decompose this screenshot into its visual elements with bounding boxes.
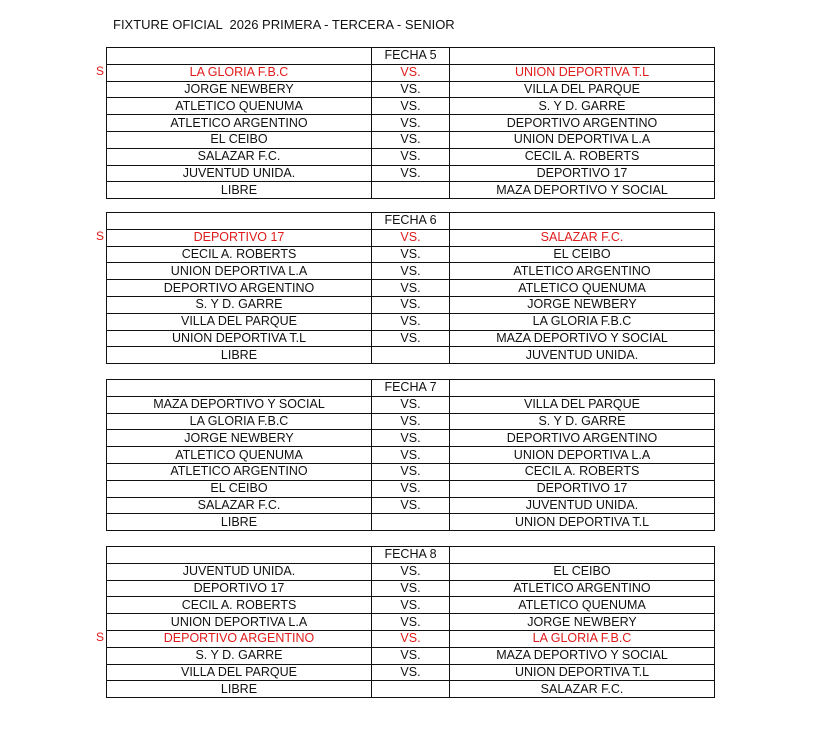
match-row	[107, 497, 715, 514]
away-team: S. Y D. GARRE	[450, 98, 715, 115]
versus-label: VS.	[372, 463, 450, 480]
versus-label: VS.	[372, 64, 450, 81]
versus-label: VS.	[372, 81, 450, 98]
match-row	[107, 131, 715, 148]
home-team: MAZA DEPORTIVO Y SOCIAL	[107, 396, 372, 413]
match-row	[107, 447, 715, 464]
fecha-label: FECHA 7	[372, 380, 450, 397]
match-row	[107, 330, 715, 347]
header-empty-cell	[107, 380, 372, 397]
away-team: MAZA DEPORTIVO Y SOCIAL	[450, 647, 715, 664]
match-row	[107, 98, 715, 115]
fecha-header-row	[107, 380, 715, 397]
away-team: DEPORTIVO 17	[450, 165, 715, 182]
match-row	[107, 263, 715, 280]
versus-label: VS.	[372, 263, 450, 280]
match-marker: S	[96, 229, 105, 243]
away-team: JUVENTUD UNIDA.	[450, 497, 715, 514]
versus-label: VS.	[372, 313, 450, 330]
match-row	[107, 347, 715, 364]
fecha-label: FECHA 5	[372, 48, 450, 65]
versus-label	[372, 514, 450, 531]
away-team: DEPORTIVO ARGENTINO	[450, 430, 715, 447]
away-team: MAZA DEPORTIVO Y SOCIAL	[450, 182, 715, 199]
versus-label: VS.	[372, 664, 450, 681]
fecha-table	[106, 379, 715, 531]
away-team: UNION DEPORTIVA T.L	[450, 64, 715, 81]
away-team: DEPORTIVO 17	[450, 480, 715, 497]
match-marker: S	[96, 64, 105, 78]
fecha-table	[106, 546, 715, 698]
match-row	[107, 430, 715, 447]
home-team: CECIL A. ROBERTS	[107, 246, 372, 263]
match-row	[107, 165, 715, 182]
versus-label: VS.	[372, 413, 450, 430]
away-team: JORGE NEWBERY	[450, 614, 715, 631]
away-team: DEPORTIVO ARGENTINO	[450, 115, 715, 132]
home-team: UNION DEPORTIVA L.A	[107, 614, 372, 631]
header-empty-cell	[450, 48, 715, 65]
home-team: JUVENTUD UNIDA.	[107, 165, 372, 182]
away-team: ATLETICO ARGENTINO	[450, 580, 715, 597]
match-marker: S	[96, 630, 105, 645]
fecha-header-row	[107, 48, 715, 65]
away-team: UNION DEPORTIVA L.A	[450, 131, 715, 148]
home-team: LIBRE	[107, 347, 372, 364]
versus-label: VS.	[372, 330, 450, 347]
home-team: VILLA DEL PARQUE	[107, 313, 372, 330]
header-empty-cell	[450, 380, 715, 397]
away-team: S. Y D. GARRE	[450, 413, 715, 430]
match-row	[107, 64, 715, 81]
match-row	[107, 580, 715, 597]
away-team: EL CEIBO	[450, 563, 715, 580]
header-empty-cell	[107, 547, 372, 564]
match-row	[107, 115, 715, 132]
away-team: VILLA DEL PARQUE	[450, 81, 715, 98]
fecha-table	[106, 212, 715, 364]
away-team: UNION DEPORTIVA T.L	[450, 514, 715, 531]
home-team: LIBRE	[107, 514, 372, 531]
match-row	[107, 630, 715, 647]
versus-label: VS.	[372, 430, 450, 447]
versus-label: VS.	[372, 296, 450, 313]
away-team: EL CEIBO	[450, 246, 715, 263]
match-row	[107, 81, 715, 98]
away-team: SALAZAR F.C.	[450, 681, 715, 698]
versus-label: VS.	[372, 148, 450, 165]
away-team: CECIL A. ROBERTS	[450, 148, 715, 165]
versus-label: VS.	[372, 597, 450, 614]
home-team: UNION DEPORTIVA T.L	[107, 330, 372, 347]
header-empty-cell	[450, 213, 715, 230]
versus-label: VS.	[372, 580, 450, 597]
versus-label: VS.	[372, 614, 450, 631]
away-team: VILLA DEL PARQUE	[450, 396, 715, 413]
versus-label: VS.	[372, 630, 450, 647]
versus-label	[372, 182, 450, 199]
versus-label: VS.	[372, 98, 450, 115]
away-team: LA GLORIA F.B.C	[450, 313, 715, 330]
versus-label: VS.	[372, 280, 450, 297]
match-row	[107, 413, 715, 430]
versus-label: VS.	[372, 246, 450, 263]
home-team: DEPORTIVO ARGENTINO	[107, 280, 372, 297]
home-team: SALAZAR F.C.	[107, 148, 372, 165]
versus-label: VS.	[372, 165, 450, 182]
match-row	[107, 681, 715, 698]
header-empty-cell	[107, 48, 372, 65]
fecha-header-row	[107, 547, 715, 564]
match-row	[107, 647, 715, 664]
home-team: JORGE NEWBERY	[107, 81, 372, 98]
home-team: LA GLORIA F.B.C	[107, 64, 372, 81]
home-team: CECIL A. ROBERTS	[107, 597, 372, 614]
fecha-table	[106, 47, 715, 199]
match-row	[107, 229, 715, 246]
away-team: CECIL A. ROBERTS	[450, 463, 715, 480]
versus-label: VS.	[372, 480, 450, 497]
versus-label: VS.	[372, 396, 450, 413]
fecha-header-row	[107, 213, 715, 230]
versus-label	[372, 681, 450, 698]
fecha-label: FECHA 6	[372, 213, 450, 230]
match-row	[107, 246, 715, 263]
home-team: UNION DEPORTIVA L.A	[107, 263, 372, 280]
versus-label: VS.	[372, 447, 450, 464]
home-team: VILLA DEL PARQUE	[107, 664, 372, 681]
home-team: EL CEIBO	[107, 480, 372, 497]
home-team: DEPORTIVO 17	[107, 580, 372, 597]
versus-label: VS.	[372, 497, 450, 514]
away-team: SALAZAR F.C.	[450, 229, 715, 246]
page-title: FIXTURE OFICIAL 2026 PRIMERA - TERCERA - SENIOR	[113, 17, 455, 32]
home-team: EL CEIBO	[107, 131, 372, 148]
match-row	[107, 296, 715, 313]
match-row	[107, 313, 715, 330]
away-team: ATLETICO QUENUMA	[450, 597, 715, 614]
home-team: ATLETICO QUENUMA	[107, 447, 372, 464]
home-team: LA GLORIA F.B.C	[107, 413, 372, 430]
home-team: JORGE NEWBERY	[107, 430, 372, 447]
versus-label: VS.	[372, 563, 450, 580]
away-team: MAZA DEPORTIVO Y SOCIAL	[450, 330, 715, 347]
match-row	[107, 664, 715, 681]
versus-label: VS.	[372, 229, 450, 246]
header-empty-cell	[450, 547, 715, 564]
home-team: ATLETICO QUENUMA	[107, 98, 372, 115]
match-row	[107, 514, 715, 531]
home-team: JUVENTUD UNIDA.	[107, 563, 372, 580]
versus-label: VS.	[372, 647, 450, 664]
match-row	[107, 280, 715, 297]
away-team: ATLETICO QUENUMA	[450, 280, 715, 297]
away-team: LA GLORIA F.B.C	[450, 630, 715, 647]
home-team: ATLETICO ARGENTINO	[107, 463, 372, 480]
match-row	[107, 597, 715, 614]
versus-label: VS.	[372, 115, 450, 132]
home-team: LIBRE	[107, 681, 372, 698]
versus-label	[372, 347, 450, 364]
header-empty-cell	[107, 213, 372, 230]
home-team: ATLETICO ARGENTINO	[107, 115, 372, 132]
home-team: DEPORTIVO ARGENTINO	[107, 630, 372, 647]
home-team: SALAZAR F.C.	[107, 497, 372, 514]
home-team: DEPORTIVO 17	[107, 229, 372, 246]
away-team: JORGE NEWBERY	[450, 296, 715, 313]
match-row	[107, 182, 715, 199]
match-row	[107, 396, 715, 413]
match-row	[107, 480, 715, 497]
fecha-label: FECHA 8	[372, 547, 450, 564]
home-team: S. Y D. GARRE	[107, 296, 372, 313]
away-team: ATLETICO ARGENTINO	[450, 263, 715, 280]
versus-label: VS.	[372, 131, 450, 148]
away-team: UNION DEPORTIVA T.L	[450, 664, 715, 681]
home-team: S. Y D. GARRE	[107, 647, 372, 664]
away-team: JUVENTUD UNIDA.	[450, 347, 715, 364]
home-team: LIBRE	[107, 182, 372, 199]
match-row	[107, 614, 715, 631]
match-row	[107, 563, 715, 580]
away-team: UNION DEPORTIVA L.A	[450, 447, 715, 464]
match-row	[107, 463, 715, 480]
match-row	[107, 148, 715, 165]
